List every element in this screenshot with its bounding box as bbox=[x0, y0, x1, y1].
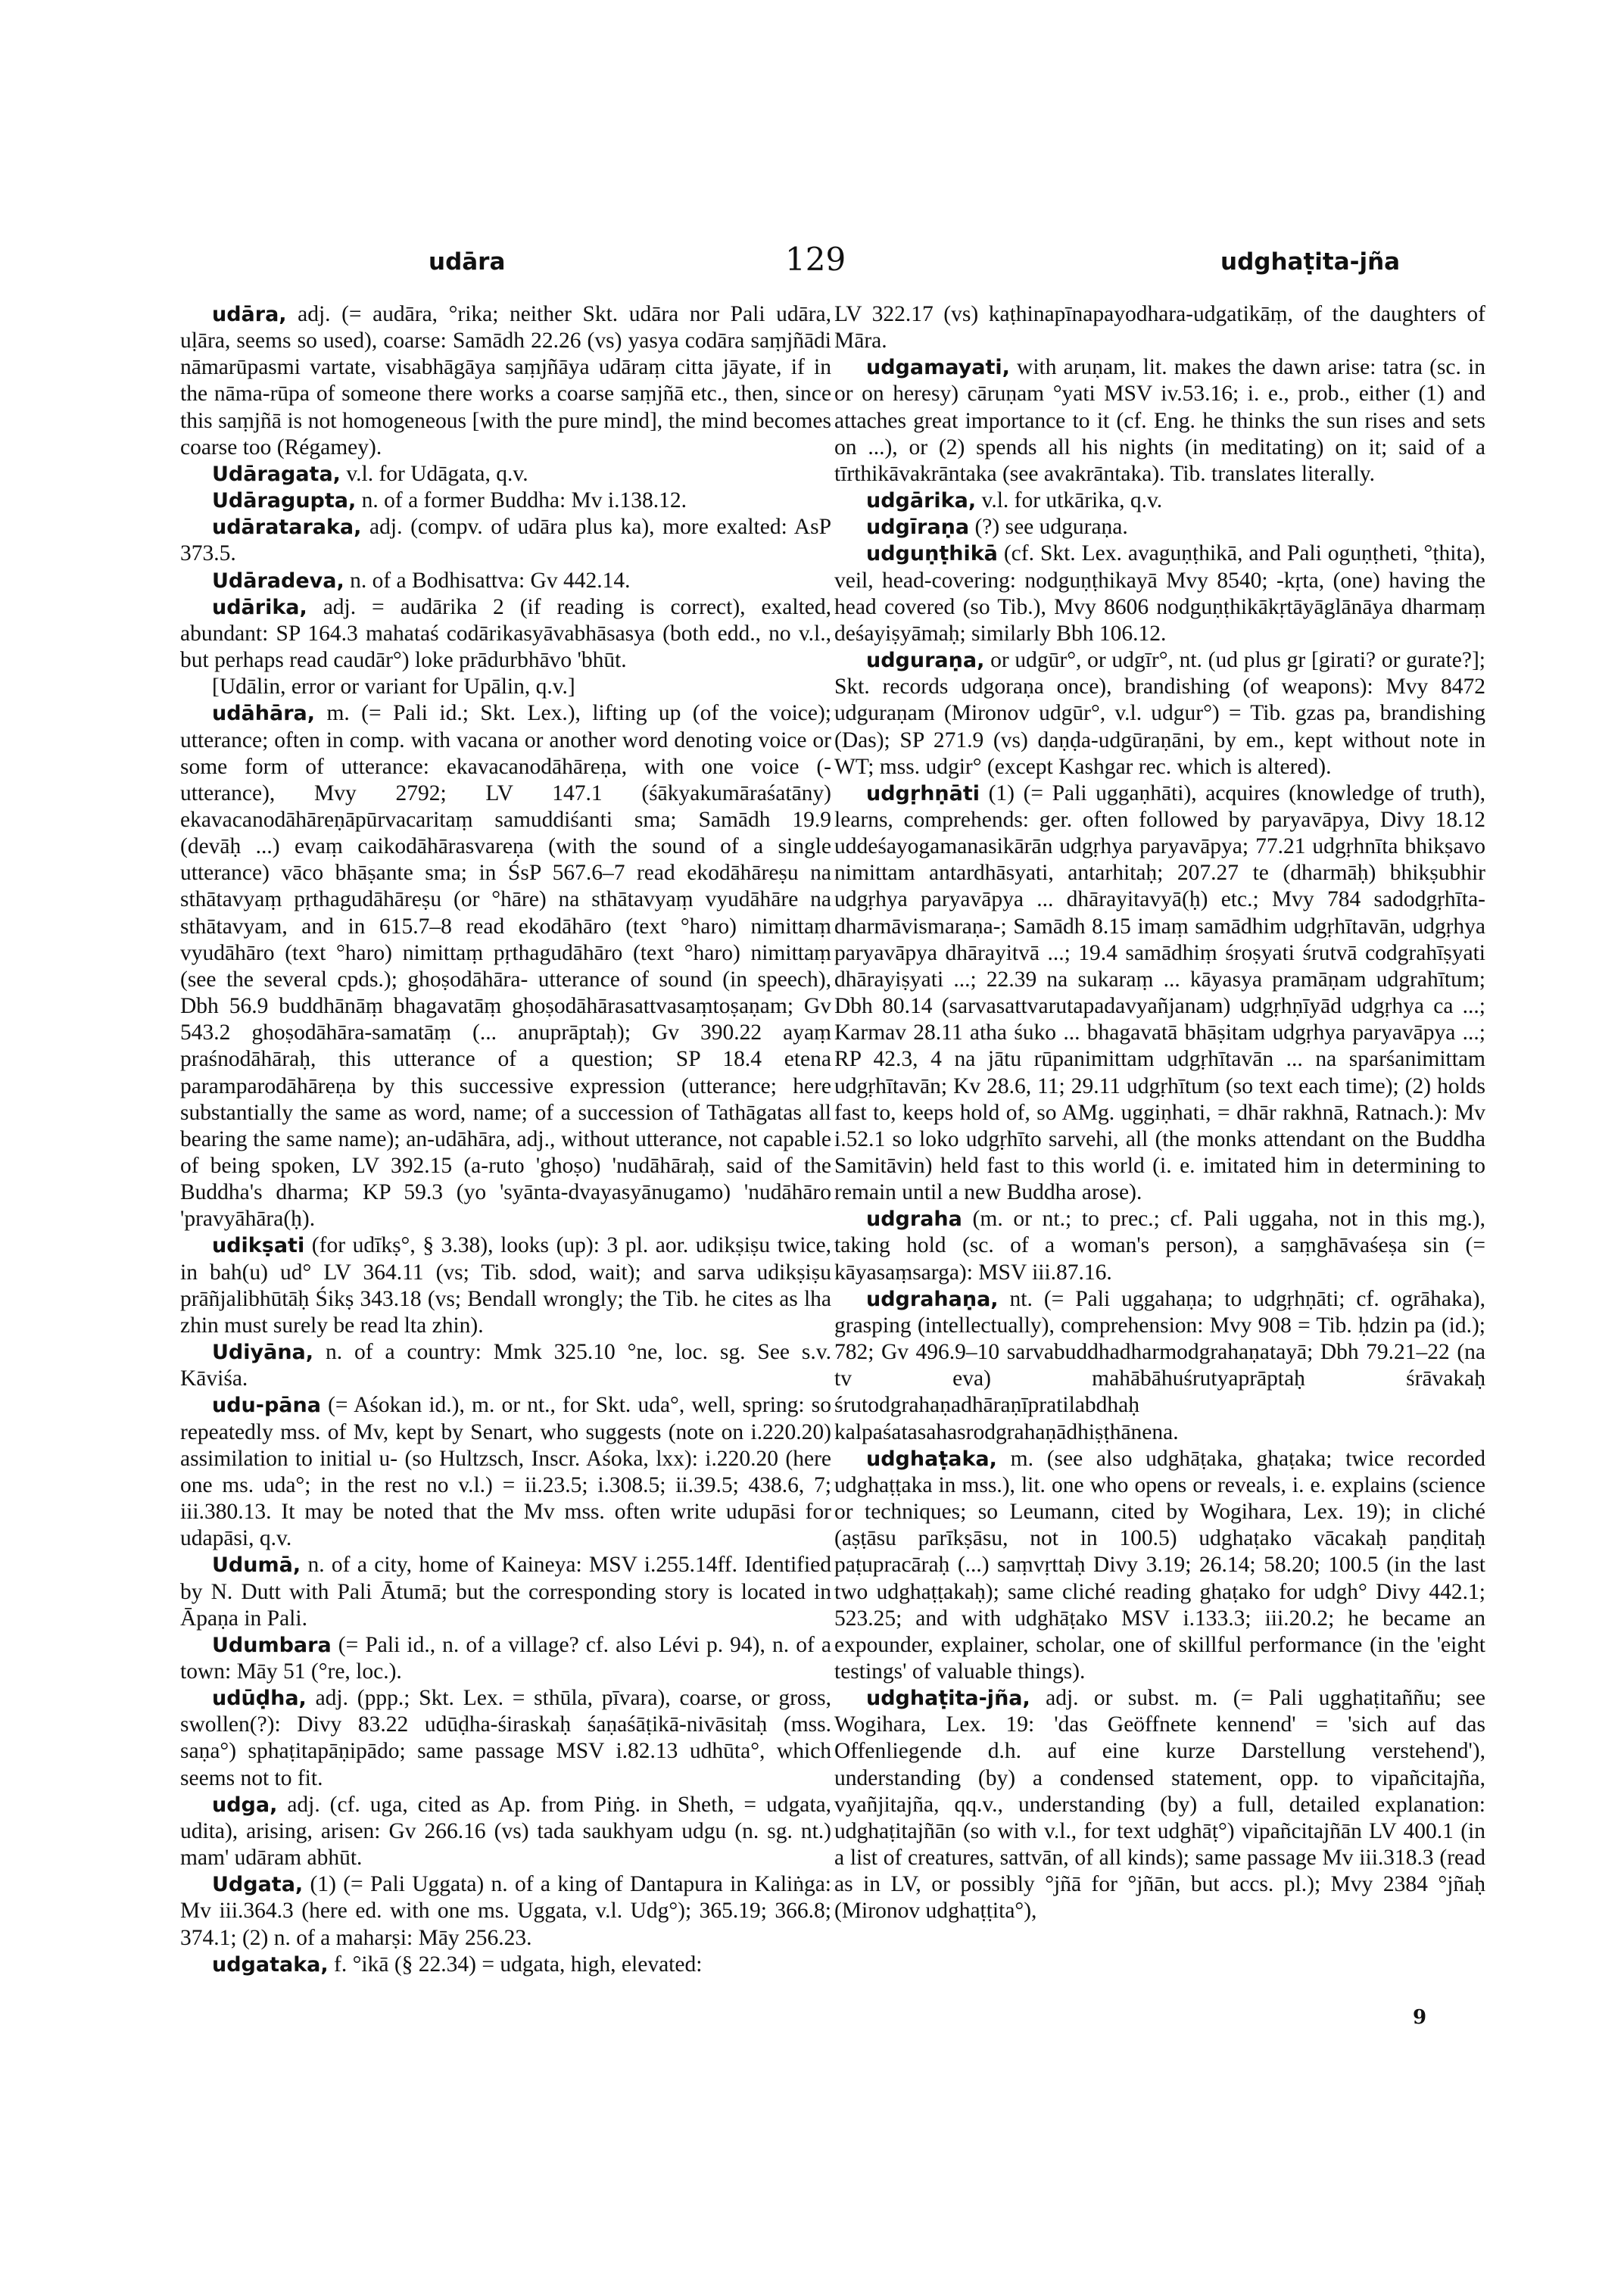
headword: udgrahaṇa, bbox=[866, 1287, 999, 1311]
dictionary-entry bbox=[834, 541, 1485, 647]
dictionary-entry bbox=[180, 1952, 831, 1978]
headword: udguraṇa, bbox=[866, 649, 985, 673]
dictionary-entry bbox=[180, 1792, 831, 1871]
dictionary-entry bbox=[180, 461, 831, 488]
headword: udghaṭaka, bbox=[866, 1447, 997, 1471]
headword: udārataraka, bbox=[212, 516, 362, 540]
headword: Udiyāna, bbox=[212, 1341, 314, 1365]
dictionary-entry bbox=[180, 1552, 831, 1631]
dictionary-entry bbox=[180, 568, 831, 594]
entry-body: (1) (= Pali Uggata) n. of a king of Dantapura in Kaliṅga: Mv iii.364.3 (here ed. with one ms. Uggata, v.l. Udg°); 365.19; 366.8; 374.1; (2) n. of a maharṣi: Māy 256.23. bbox=[180, 1872, 831, 1950]
dictionary-entry bbox=[834, 1446, 1485, 1685]
right-column bbox=[834, 301, 1485, 1925]
headword: udikṣati bbox=[212, 1234, 305, 1258]
entry-body: (1) (= Pali uggaṇhāti), acquires (knowledge of truth), learns, comprehends: ger. often followed by paryavāpya, Divy 18.12 uddeśayogamanasikārān udgṛhya paryavāpya; 77.21 udgṛhnīta bhikṣavo nimittam antardhāsyati, antarhitaḥ; 207.27 te (dharmāḥ) bhikṣubhir udgṛhya paryavāpya ... dhārayitavyā(ḥ) etc.; Mvy 784 sadodgṛhīta-dharmāvismaraṇa-; Samādh 8.15 imaṃ samādhim udgṛhītavān, udgṛhya paryavāpya dhārayitvā ...; 19.4 samādhiṃ śroṣyati śrutvā codgrahīṣyati dhārayiṣyati ...; 22.39 na sukaraṃ ... kāyasya pramāṇam udgrahītum; Dbh 80.14 (sarvasattvarutapadavyañjanam) udgṛhṇīyād udgṛhya ca ...; Karmav 28.11 atha śuko ... bhagavatā bhāṣitam udgṛhya paryavāpya ...; RP 42.3, 4 na jātu rūpanimittam udgṛhītavān ... na sparśanimittam udgṛhītavān; Kv 28.6, 11; 29.11 udgṛhītum (so text each time); (2) holds fast to, keeps hold of, so AMg. uggiṇhati, = dhār rakhnā, Ratnach.): Mv i.52.1 so loko udgṛhīto sarvehi, all (the monks attendant on the Buddha Samitāvin) held fast to this world (i. e. imitated him in determining to remain until a new Buddha arose). bbox=[834, 780, 1485, 1205]
headword: Udāragupta, bbox=[212, 489, 357, 513]
headword: udāra, bbox=[212, 303, 287, 326]
dictionary-entry bbox=[180, 488, 831, 514]
right-guide-word: udghaṭita-jña bbox=[1220, 248, 1401, 276]
entry-body: (for udīkṣ°, § 3.38), looks (up): 3 pl. aor. udikṣiṣu twice, in bah(u) ud° LV 364.11 (vs; Tib. sdod, wait); and sarva udikṣiṣu prāñjalibhūtāḥ Śikṣ 343.18 (vs; Bendall wrongly; the Tib. he cites as lha zhin must surely be read lta zhin). bbox=[180, 1233, 831, 1338]
dictionary-entry bbox=[834, 1685, 1485, 1924]
entry-body: m. (= Pali id.; Skt. Lex.), lifting up (of the voice); utterance; often in comp. with vacana or another word denoting voice or some form of utterance: ekavacanodāhāreṇa, with one voice (-utterance), Mvy 2792; LV 147.1 (śākyakumāraśatāny) ekavacanodāhāreṇāpūrvacaritaṃ samuddiśanti sma; Samādh 19.9 (devāḥ ...) evaṃ caikodāhārasvareṇa (with the sound of a single utterance) vāco bhāṣante sma; in ŚsP 567.6–7 read ekodāhāreṣu na sthātavyaṃ pṛthagudāhāreṣu (or °hāre) na sthātavyaṃ vyudāhāre na sthātavyam, and in 615.7–8 read ekodāhāro (text °haro) nimittaṃ vyudāhāro (text °haro) nimittaṃ pṛthagudāhāro (text °haro) nimittaṃ (see the several cpds.); ghoṣodāhāra- utterance of sound (in speech), Dbh 56.9 buddhānāṃ bhagavatāṃ ghoṣodāhārasattvasaṃtoṣaṇam; Gv 543.2 ghoṣodāhāra-samatāṃ (... anuprāptaḥ); Gv 390.22 ayaṃ praśnodāhāraḥ, this utterance of a question; SP 18.4 etena paramparodāhāreṇa by this successive expression (utterance; here substantially the same as word, name; of a succession of Tathāgatas all bearing the same name); an-udāhāra, adj., without utterance, not capable of being spoken, LV 392.15 (a-ruto 'ghoṣo) 'nudāhāraḥ, said of the Buddha's dharma; KP 59.3 (yo 'syānta-dvayasyānugamo) 'nudāhāro 'pravyāhāra(ḥ). bbox=[180, 701, 831, 1232]
headword: udgṛhṇāti bbox=[866, 781, 980, 805]
entry-body: adj. (ppp.; Skt. Lex. = sthūla, pīvara), coarse, or gross, swollen(?): Divy 83.22 udūḍha-śiraskaḥ śaṇaśāṭikā-nivāsitaḥ (mss. saṇa°) sphaṭitapāṇipādo; same passage MSV i.82.13 udhūta°, which seems not to fit. bbox=[180, 1686, 831, 1790]
dictionary-entry bbox=[180, 1685, 831, 1792]
dictionary-entry bbox=[180, 700, 831, 1232]
entry-body: n. of a city, home of Kaineya: MSV i.255.14ff. Identified by N. Dutt with Pali Ātumā; but the corresponding story is located in Āpaṇa in Pali. bbox=[180, 1553, 831, 1631]
dictionary-entry bbox=[180, 674, 831, 700]
headword: Udāradeva, bbox=[212, 569, 344, 593]
entry-body: (?) see udguraṇa. bbox=[969, 515, 1128, 540]
dictionary-entry bbox=[834, 1206, 1485, 1285]
dictionary-entry bbox=[180, 594, 831, 674]
headword: udgraha bbox=[866, 1207, 962, 1232]
headword: udgataka, bbox=[212, 1952, 329, 1977]
dictionary-entry bbox=[834, 780, 1485, 1207]
entry-body: m. (see also udghāṭaka, ghaṭaka; twice recorded udghaṭṭaka in mss.), lit. one who opens or reveals, i. e. explains (science or techniques; so Leumann, cited by Wogihara, Lex. 19); in cliché (aṣṭāsu parīkṣāsu, not in 100.5) udghaṭako vācakaḥ paṇḍitaḥ paṭupracāraḥ (...) saṃvṛttaḥ Divy 3.19; 26.14; 58.20; 100.5 (in the last two udghaṭṭakaḥ); same cliché reading ghaṭako for udgh° Divy 442.1; 523.25; and with udghāṭako MSV i.133.3; iii.20.2; he became an expounder, explainer, scholar, one of skillful performance (in the 'eight testings' of valuable things). bbox=[834, 1446, 1485, 1684]
headword: udūḍha, bbox=[212, 1687, 307, 1711]
entry-body: n. of a former Buddha: Mv i.138.12. bbox=[356, 488, 687, 513]
dictionary-entry bbox=[180, 1392, 831, 1552]
headword: Udāragata, bbox=[212, 462, 341, 486]
headword: udārika, bbox=[212, 595, 307, 619]
headword: Udumbara bbox=[212, 1633, 332, 1657]
headword: udāhāra, bbox=[212, 702, 316, 726]
entry-body: nt. (= Pali uggahaṇa; to udgṛhṇāti; cf. ogrāhaka), grasping (intellectually), comprehension: Mvy 908 = Tib. ḥdzin pa (id.); 782; Gv 496.9–10 sarvabuddhadharmodgrahaṇatayā; Dbh 79.21–22 (na tv eva) mahābāhuśrutyaprāptaḥ śrāvakaḥ śrutodgrahaṇadhāraṇīpratilabdhaḥ kalpaśatasahasrodgrahaṇādhiṣṭhānena. bbox=[834, 1286, 1485, 1444]
dictionary-entry bbox=[834, 514, 1485, 541]
entry-body: adj. = audārika 2 (if reading is correct), exalted, abundant: SP 164.3 mahataś codārikasyāvabhāsasya (both edd., no v.l., but perhaps read caudār°) loke prādurbhāvo 'bhūt. bbox=[180, 594, 831, 673]
headword: Udumā, bbox=[212, 1553, 301, 1578]
headword: udgārika, bbox=[866, 489, 977, 513]
left-guide-word: udāra bbox=[429, 248, 506, 276]
entry-body: [Udālin, error or variant for Upālin, q.v.] bbox=[212, 675, 575, 699]
entry-body: f. °ikā (§ 22.34) = udgata, high, elevated: bbox=[328, 1952, 703, 1977]
entry-body: n. of a country: Mmk 325.10 °ne, loc. sg. See s.v. Kāviśa. bbox=[180, 1340, 831, 1391]
entry-body: adj. (= audāra, °rika; neither Skt. udāra nor Pali udāra, uḷāra, seems so used), coarse: Samādh 22.26 (vs) yasya codāra saṃjñādi nāmarūpasmi vartate, visabhāgāya saṃjñāya udāraṃ citta jāyate, if in the nāma-rūpa of someone there works a coarse saṃjñā etc., then, since this saṃjñā is not homogeneous [with the pure mind], the mind becomes coarse too (Régamey). bbox=[180, 302, 831, 460]
headword: Udgata, bbox=[212, 1873, 304, 1897]
dictionary-entry bbox=[834, 1286, 1485, 1446]
entry-body: (cf. Skt. Lex. avaguṇṭhikā, and Pali oguṇṭheti, °ṭhita), veil, head-covering: nodguṇṭhikayā Mvy 8540; -kṛta, (one) having the head covered (so Tib.), Mvy 8606 nodguṇṭhikākṛtāyāglānāya dharmaṃ deśayiṣyāmaḥ; similarly Bbh 106.12. bbox=[834, 541, 1485, 646]
entry-body: or udgūr°, or udgīr°, nt. (ud plus gr [girati? or gurate?]; Skt. records udgoraṇa once), brandishing (of weapons): Mvy 8472 udguraṇam (Mironov udgūr°, v.l. udgur°) = Tib. gzas pa, brandishing (Das); SP 271.9 (vs) daṇḍa-udgūraṇāni, by em., kept without note in WT; mss. udgir° (except Kashgar rec. which is altered). bbox=[834, 648, 1485, 779]
entry-body: n. of a Bodhisattva: Gv 442.14. bbox=[344, 568, 631, 593]
dictionary-entry bbox=[834, 488, 1485, 514]
headword: udgamayati, bbox=[866, 356, 1010, 380]
entry-body: LV 322.17 (vs) kaṭhinapīnapayodhara-udgatikāṃ, of the daughters of Māra. bbox=[834, 302, 1485, 354]
dictionary-entry bbox=[180, 1871, 831, 1951]
entry-body: (= Pali id., n. of a village? cf. also Lévi p. 94), n. of a town: Māy 51 (°re, loc.). bbox=[180, 1632, 831, 1684]
headword: udga, bbox=[212, 1793, 278, 1817]
entry-body: v.l. for Udāgata, q.v. bbox=[340, 461, 528, 486]
left-column bbox=[180, 301, 831, 1978]
headword: udgīraṇa bbox=[866, 516, 970, 540]
entry-body: with aruṇam, lit. makes the dawn arise: tatra (sc. in or on heresy) cāruṇam °yati MSV iv.53.16; i. e., prob., either (1) and attaches great importance to it (cf. Eng. he thinks the sun rises and sets on ...), or (2) spends all his nights (in meditating) on it; said of a tīrthikāvakrāntaka (see avakrāntaka). Tib. translates literally. bbox=[834, 355, 1485, 486]
dictionary-entry bbox=[834, 354, 1485, 488]
entry-body: (m. or nt.; to prec.; cf. Pali uggaha, not in this mg.), taking hold (sc. of a woman's person), a saṃghāvaśeṣa sin (= kāyasaṃsarga): MSV iii.87.16. bbox=[834, 1207, 1485, 1285]
dictionary-entry bbox=[834, 301, 1485, 354]
dictionary-entry bbox=[180, 514, 831, 567]
entry-body: adj. (cf. uga, cited as Ap. from Piṅg. in Sheth, = udgata, udita), arising, arisen: Gv 266.16 (vs) tada saukhyam udgu (n. sg. nt.) mam' udāram abhūt. bbox=[180, 1792, 831, 1871]
headword: udu-pāna bbox=[212, 1394, 321, 1418]
dictionary-entry bbox=[180, 1232, 831, 1339]
entry-body: adj. or subst. m. (= Pali ugghaṭitaññu; see Wogihara, Lex. 19: 'das Geöffnete kennend' = 'sich auf das Offenliegende d.h. auf eine kurze Darstellung verstehend'), understanding (by) a condensed statement, opp. to vipañcitajña, vyañjitajña, qq.v., understanding (by) a full, detailed explanation: udghaṭitajñān (so with v.l., for text udghāṭ°) vipañcitajñān LV 400.1 (in a list of creatures, sattvān, of all kinds); same passage Mv iii.318.3 (read as in LV, or possibly °jñā for °jñān, but accs. pl.); Mvy 2384 °jñaḥ (Mironov udghaṭṭita°), bbox=[834, 1686, 1485, 1924]
page-number: 129 bbox=[785, 241, 846, 278]
entry-body: adj. (compv. of udāra plus ka), more exalted: AsP 373.5. bbox=[180, 515, 831, 566]
dictionary-entry bbox=[180, 301, 831, 461]
signature-mark: 9 bbox=[1413, 2006, 1427, 2029]
headword: udguṇṭhikā bbox=[866, 542, 998, 566]
dictionary-entry bbox=[180, 1632, 831, 1685]
dictionary-entry bbox=[834, 647, 1485, 780]
entry-body: (= Aśokan id.), m. or nt., for Skt. uda°, well, spring: so repeatedly mss. of Mv, kept by Senart, who suggests (note on i.220.20) assimilation to initial u- (so Hultzsch, Inscr. Aśoka, lxx): i.220.20 (here one ms. uda°; in the rest no v.l.) = ii.23.5; i.308.5; ii.39.5; 438.6, 7; iii.380.13. It may be noted that the Mv mss. often write udupāsi for udapāsi, q.v. bbox=[180, 1393, 831, 1551]
headword: udghaṭita-jña, bbox=[866, 1687, 1030, 1711]
entry-body: v.l. for utkārika, q.v. bbox=[976, 488, 1163, 513]
dictionary-entry bbox=[180, 1339, 831, 1392]
